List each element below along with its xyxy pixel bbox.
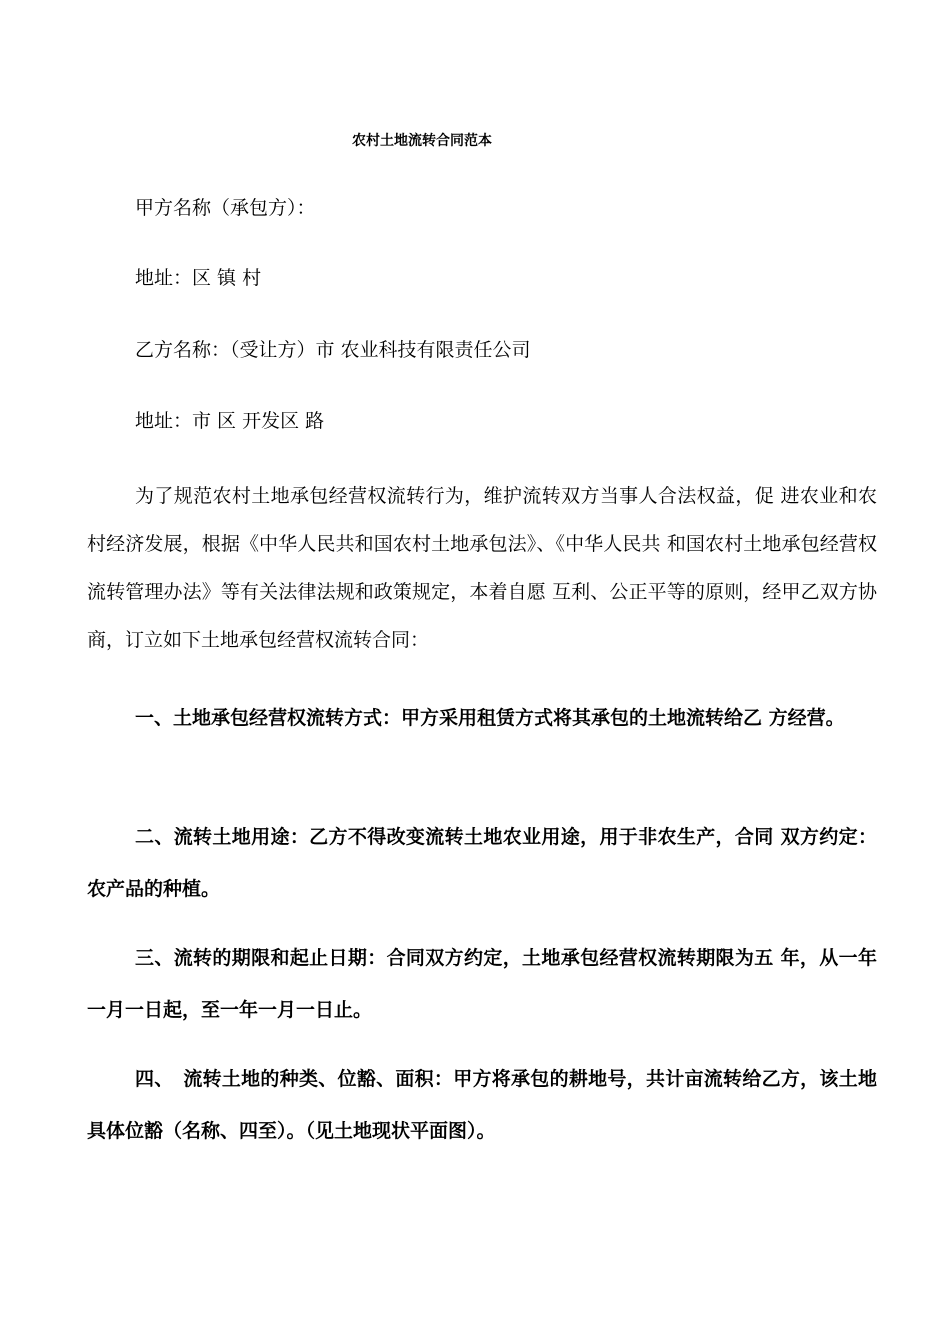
party-a-name: 甲方名称（承包方）： [135,197,316,219]
clause-3: 三、流转的期限和起止日期：合同双方约定，土地承包经营权流转期限为五 年，从一年一月一日起，至一年一月一日止。 [87,947,877,1021]
party-a-address: 地址：区 镇 村 [135,267,262,289]
clause-2: 二、流转土地用途：乙方不得改变流转土地农业用途，用于非农生产，合同 双方约定：农产品的种植。 [87,826,877,900]
preamble-paragraph: 为了规范农村土地承包经营权流转行为，维护流转双方当事人合法权益，促 进农业和农村经济发展，根据《中华人民共和国农村土地承包法》、《中华人民共 和国农村土地承包经营权流转管理办法》等有关法律法规和政策规定，本着自愿 互利、公正平等的原则，经甲乙双方协商，订立如下土地承包经营权流转合同： [87,485,877,651]
party-b-name: 乙方名称：（受让方）市 农业科技有限责任公司 [135,339,531,361]
document-title: 农村土地流转合同范本 [352,133,492,149]
party-b-address: 地址：市 区 开发区 路 [135,410,325,432]
clause-4: 四、 流转土地的种类、位豁、面积：甲方将承包的耕地号，共计亩流转给乙方，该土地具体位豁（名称、四至）。（见土地现状平面图）。 [87,1068,877,1142]
clause-1: 一、土地承包经营权流转方式：甲方采用租赁方式将其承包的土地流转给乙 方经营。 [135,707,845,729]
